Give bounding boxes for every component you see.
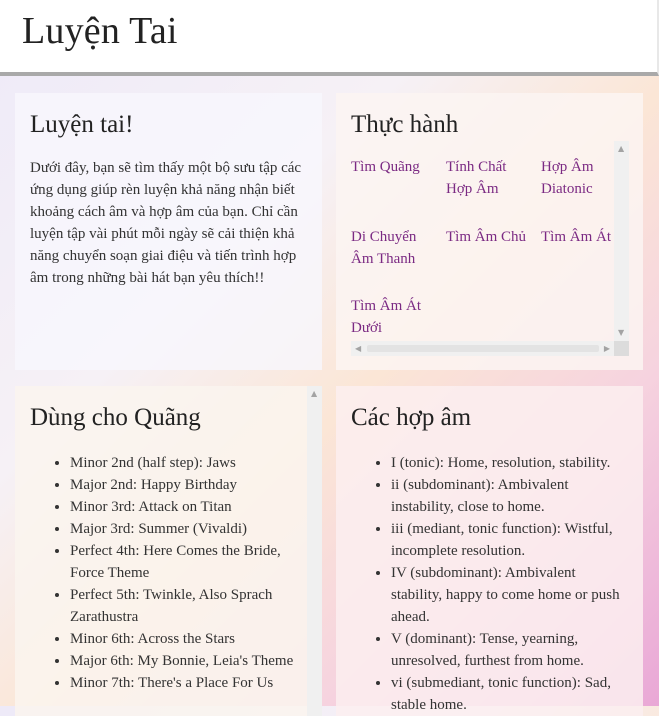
chords-list	[351, 452, 628, 716]
list-item: • Perfect 4th: Here Comes the Bride, Force Theme	[70, 540, 307, 584]
practice-horizontal-scrollbar[interactable]	[351, 341, 614, 356]
list-item: • Minor 2nd (half step): Jaws	[70, 452, 307, 474]
intervals-vertical-scrollbar[interactable]	[307, 386, 322, 716]
list-item: • Major 3rd: Summer (Vivaldi)	[70, 518, 307, 540]
horizontal-scroll-thumb[interactable]	[367, 345, 599, 352]
list-item: • Perfect 5th: Twinkle, Also Sprach Zarathustra	[70, 584, 307, 628]
practice-link-find-tonic[interactable]: Tìm Âm Chủ	[446, 229, 527, 245]
list-item: • I (tonic): Home, resolution, stability.	[391, 452, 628, 474]
chords-title: Các hợp âm	[351, 404, 472, 431]
chords-card	[336, 386, 643, 716]
list-item: • Minor 6th: Across the Stars	[70, 628, 307, 650]
scroll-right-arrow-icon[interactable]: ▶	[603, 344, 610, 353]
practice-link-transpose[interactable]: Di Chuyển Âm Thanh	[351, 229, 417, 267]
intervals-list	[30, 452, 307, 694]
practice-scroll-area[interactable]	[351, 141, 629, 356]
list-item: • V (dominant): Tense, yearning, unresolved, furthest from home.	[391, 628, 628, 672]
list-item: • Minor 3rd: Attack on Titan	[70, 496, 307, 518]
practice-title: Thực hành	[351, 111, 459, 138]
list-item: • ii (subdominant): Ambivalent instability, close to home.	[391, 474, 628, 518]
practice-link-find-dominant[interactable]: Tìm Âm Át	[541, 229, 611, 245]
page-header	[0, 0, 659, 76]
scroll-up-arrow-icon[interactable]: ▲	[311, 389, 318, 398]
practice-card	[336, 93, 643, 370]
list-item: • iii (mediant, tonic function): Wistful, incomplete resolution.	[391, 518, 628, 562]
practice-link-chord-quality[interactable]: Tính Chất Hợp Âm	[446, 159, 507, 197]
practice-link-find-subdominant[interactable]: Tìm Âm Át Dưới	[351, 298, 421, 336]
list-item: • Major 2nd: Happy Birthday	[70, 474, 307, 496]
practice-link-find-interval[interactable]: Tìm Quãng	[351, 159, 420, 175]
intervals-title: Dùng cho Quãng	[30, 404, 201, 431]
scroll-left-arrow-icon[interactable]: ◀	[355, 344, 362, 353]
scroll-down-arrow-icon[interactable]: ▼	[618, 328, 625, 337]
intervals-card	[15, 386, 322, 716]
scroll-up-arrow-icon[interactable]: ▲	[618, 144, 625, 153]
intro-title: Luyện tai!	[30, 111, 134, 138]
list-item: • IV (subdominant): Ambivalent stability, happy to come home or push ahead.	[391, 562, 628, 628]
page-title: Luyện Tai	[22, 10, 178, 52]
practice-link-diatonic-chords[interactable]: Hợp Âm Diatonic	[541, 159, 594, 197]
scrollbar-corner	[614, 341, 629, 356]
intro-text: Dưới đây, bạn sẽ tìm thấy một bộ sưu tập các ứng dụng giúp rèn luyện khả năng nhận biết khoảng cách âm và hợp âm của bạn. Chỉ cần luyện tập vài phút mỗi ngày sẽ cải thiện khả năng chuyển soạn giai điệu và tiến trình hợp âm trong những bài hát bạn yêu thích!!	[30, 160, 302, 286]
practice-vertical-scrollbar[interactable]	[614, 141, 629, 341]
list-item: • Major 6th: My Bonnie, Leia's Theme	[70, 650, 307, 672]
list-item: • vi (submediant, tonic function): Sad, stable home.	[391, 672, 628, 716]
list-item: • Minor 7th: There's a Place For Us	[70, 672, 307, 694]
intro-card	[15, 93, 322, 370]
